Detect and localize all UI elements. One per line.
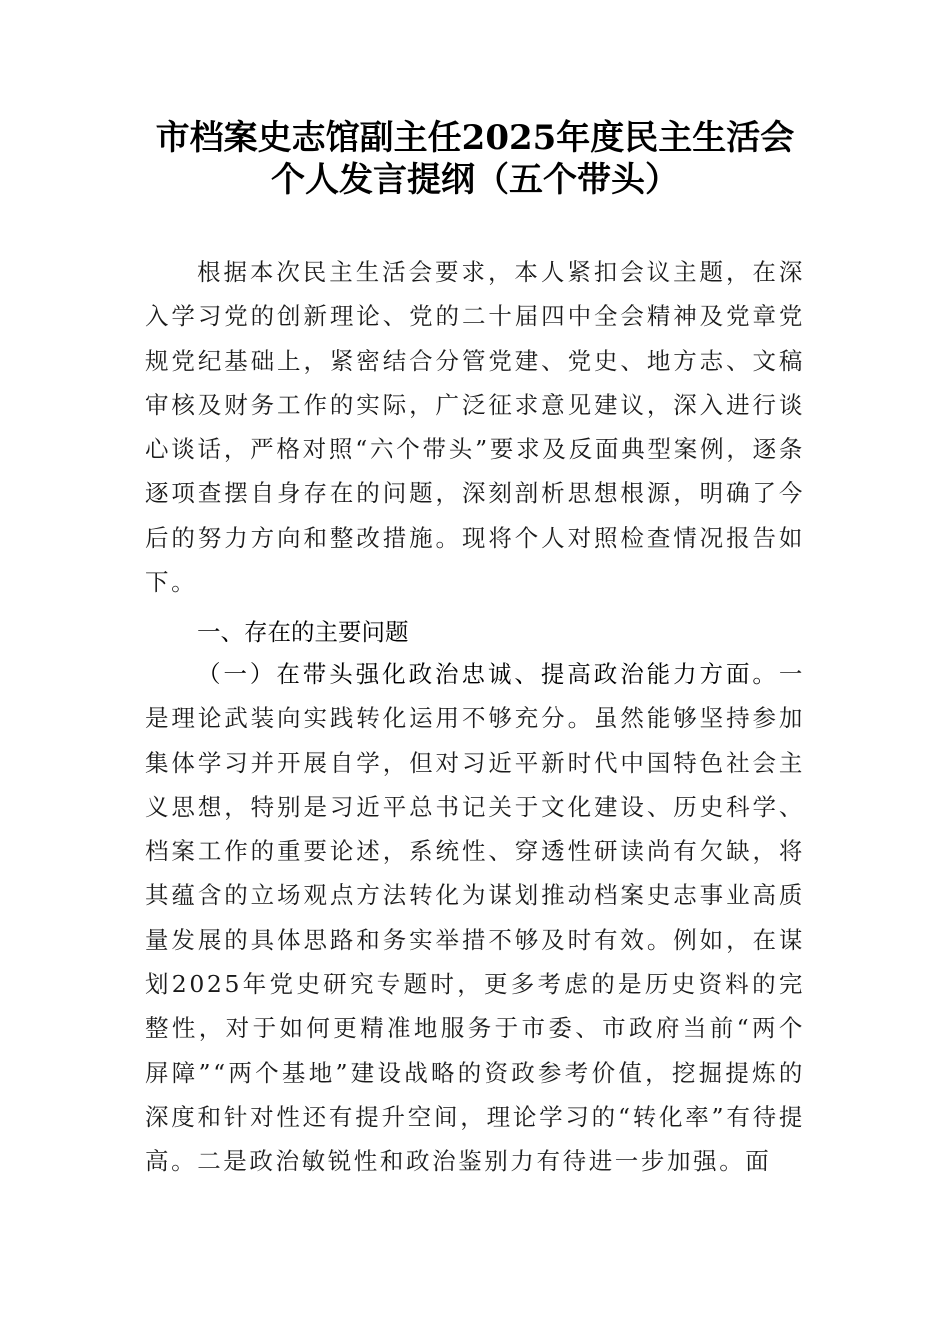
intro-paragraph: 根据本次民主生活会要求，本人紧扣会议主题，在深入学习党的创新理论、党的二十届四中全会精神及党章党规党纪基础上，紧密结合分管党建、党史、地方志、文稿审核及财务工作的实际，广泛征求意见建议，深入进行谈心谈话，严格对照“六个带头”要求及反面典型案例，逐条逐项查摆自身存在的问题，深刻剖析思想根源，明确了今后的努力方向和整改措施。现将个人对照检查情况报告如下。 (145, 258, 805, 597)
subsection-paragraph (145, 652, 805, 1184)
section-heading: 一、存在的主要问题 (197, 618, 409, 646)
subsection-text: 一是理论武装向实践转化运用不够充分。虽然能够坚持参加集体学习并开展自学，但对习近平新时代中国特色社会主义思想，特别是习近平总书记关于文化建设、历史科学、档案工作的重要论述，系统性、穿透性研读尚有欠缺，将其蕴含的立场观点方法转化为谋划推动档案史志事业高质量发展的具体思路和务实举措不够及时有效。例如，在谋划2025年党史研究专题时，更多考虑的是历史资料的完整性，对于如何更精准地服务于市委、市政府当前“两个屏障”“两个基地”建设战略的资政参考价值，挖掘提炼的深度和针对性还有提升空间，理论学习的“转化率”有待提高。二是政治敏锐性和政治鉴别力有待进一步加强。面 (145, 660, 805, 1176)
document-title-line-1: 市档案史志馆副主任2025年度民主生活会 (155, 118, 795, 158)
document-title-line-2: 个人发言提纲（五个带头） (271, 160, 679, 200)
subsection-heading: （一）在带头强化政治忠诚、提高政治能力方面。 (197, 660, 779, 688)
